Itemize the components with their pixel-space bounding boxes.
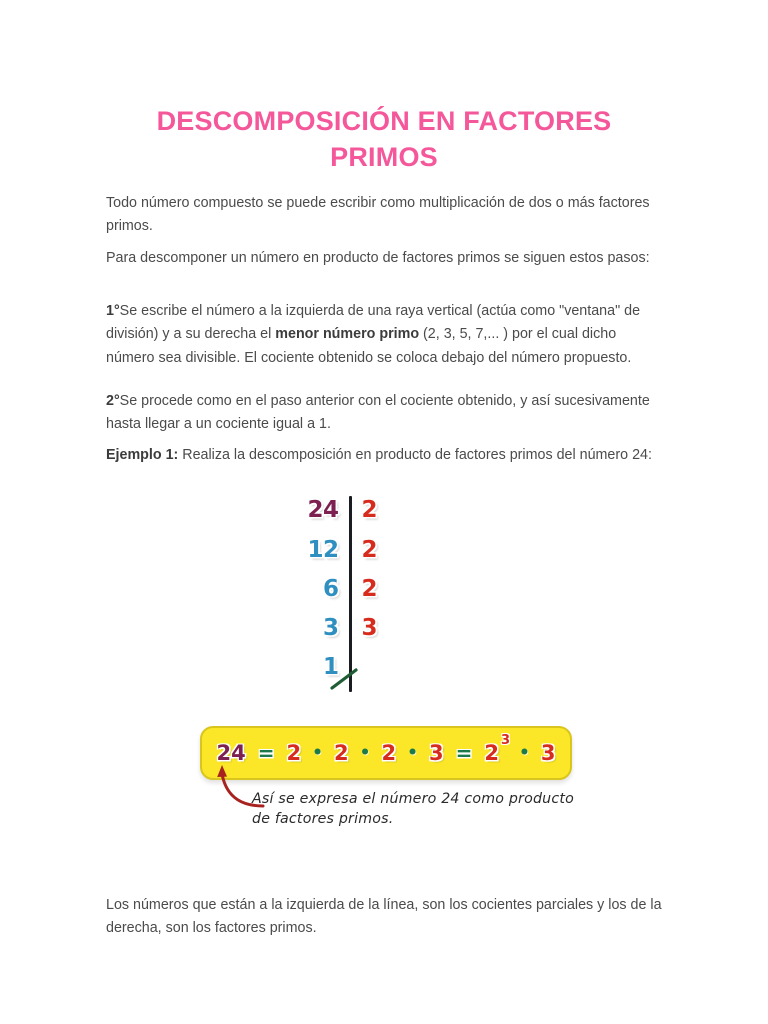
result-last-factor: 3 — [540, 740, 556, 765]
ladder-quotient: 3 — [322, 615, 339, 641]
result-factor-1: 2 — [286, 740, 302, 765]
step-2-text: Se procede como en el paso anterior con el cociente obtenido, y así sucesivamente hasta llegar a un cociente igual a 1. — [106, 393, 650, 433]
ladder-row — [270, 530, 430, 570]
paragraph-example — [106, 444, 662, 467]
result-factor-3: 2 — [381, 740, 397, 765]
result-equals-1: = — [257, 741, 275, 765]
result-factor-2: 2 — [333, 740, 349, 765]
step-2-marker: 2° — [106, 393, 120, 410]
step-1-text-a: Se escribe el número a la izquierda de una raya vertical (actúa como "ventana" de división) y a su derecha el — [106, 303, 641, 343]
power-base-digit: 2 — [484, 740, 499, 765]
caption-line-1: Así se expresa el número 24 como producto — [252, 791, 575, 807]
factorization-ladder — [270, 490, 430, 696]
caption-line-2: de factores primos. — [252, 811, 394, 828]
step-1-text-b: (2, 3, 5, 7,... ) por el cual dicho número sea divisible. El cociente obtenido se coloca debajo del número propuesto. — [106, 326, 632, 366]
power-exponent-digit: 3 — [500, 732, 510, 748]
ladder-row — [270, 569, 430, 609]
paragraph-final: Los números que están a la izquierda de la línea, son los cocientes parciales y los de la derecha, son los factores primos. — [106, 897, 662, 937]
ladder-prime: 2 — [361, 576, 378, 602]
ladder-quotient: 24 — [307, 497, 339, 523]
ladder-prime: 2 — [361, 537, 378, 563]
step-1-bold-phrase: menor número primo — [275, 326, 420, 343]
result-dot-4: • — [519, 742, 530, 763]
result-factor-4: 3 — [428, 740, 444, 765]
completion-check-icon — [330, 668, 358, 690]
page-title: DESCOMPOSICIÓN EN FACTORES PRIMOS — [156, 106, 612, 172]
paragraph-steps-lead: Para descomponer un número en producto de factores primos se siguen estos pasos: — [106, 250, 650, 267]
result-equals-2: = — [455, 741, 473, 765]
ladder-row — [270, 490, 430, 530]
result-dot-1: • — [312, 742, 323, 763]
result-number: 24 — [216, 740, 246, 765]
ladder-quotient: 6 — [322, 576, 339, 602]
ladder-quotient: 12 — [307, 537, 339, 563]
paragraph-intro: Todo número compuesto se puede escribir como multiplicación de dos o más factores primos. — [106, 195, 650, 235]
ladder-quotient: 1 — [322, 654, 339, 680]
ladder-prime: 2 — [361, 497, 378, 523]
ladder-row — [270, 608, 430, 648]
example-label: Ejemplo 1: — [106, 447, 179, 464]
ladder-prime: 3 — [361, 615, 378, 641]
step-1-marker: 1° — [106, 303, 120, 320]
result-power-base — [484, 732, 510, 765]
annotation-caption — [252, 789, 582, 829]
paragraph-step-1 — [106, 300, 662, 369]
result-dot-3: • — [407, 742, 418, 763]
result-dot-2: • — [359, 742, 371, 763]
paragraph-step-2 — [106, 390, 662, 436]
example-text: Realiza la descomposición en producto de factores primos del número 24: — [178, 447, 652, 464]
